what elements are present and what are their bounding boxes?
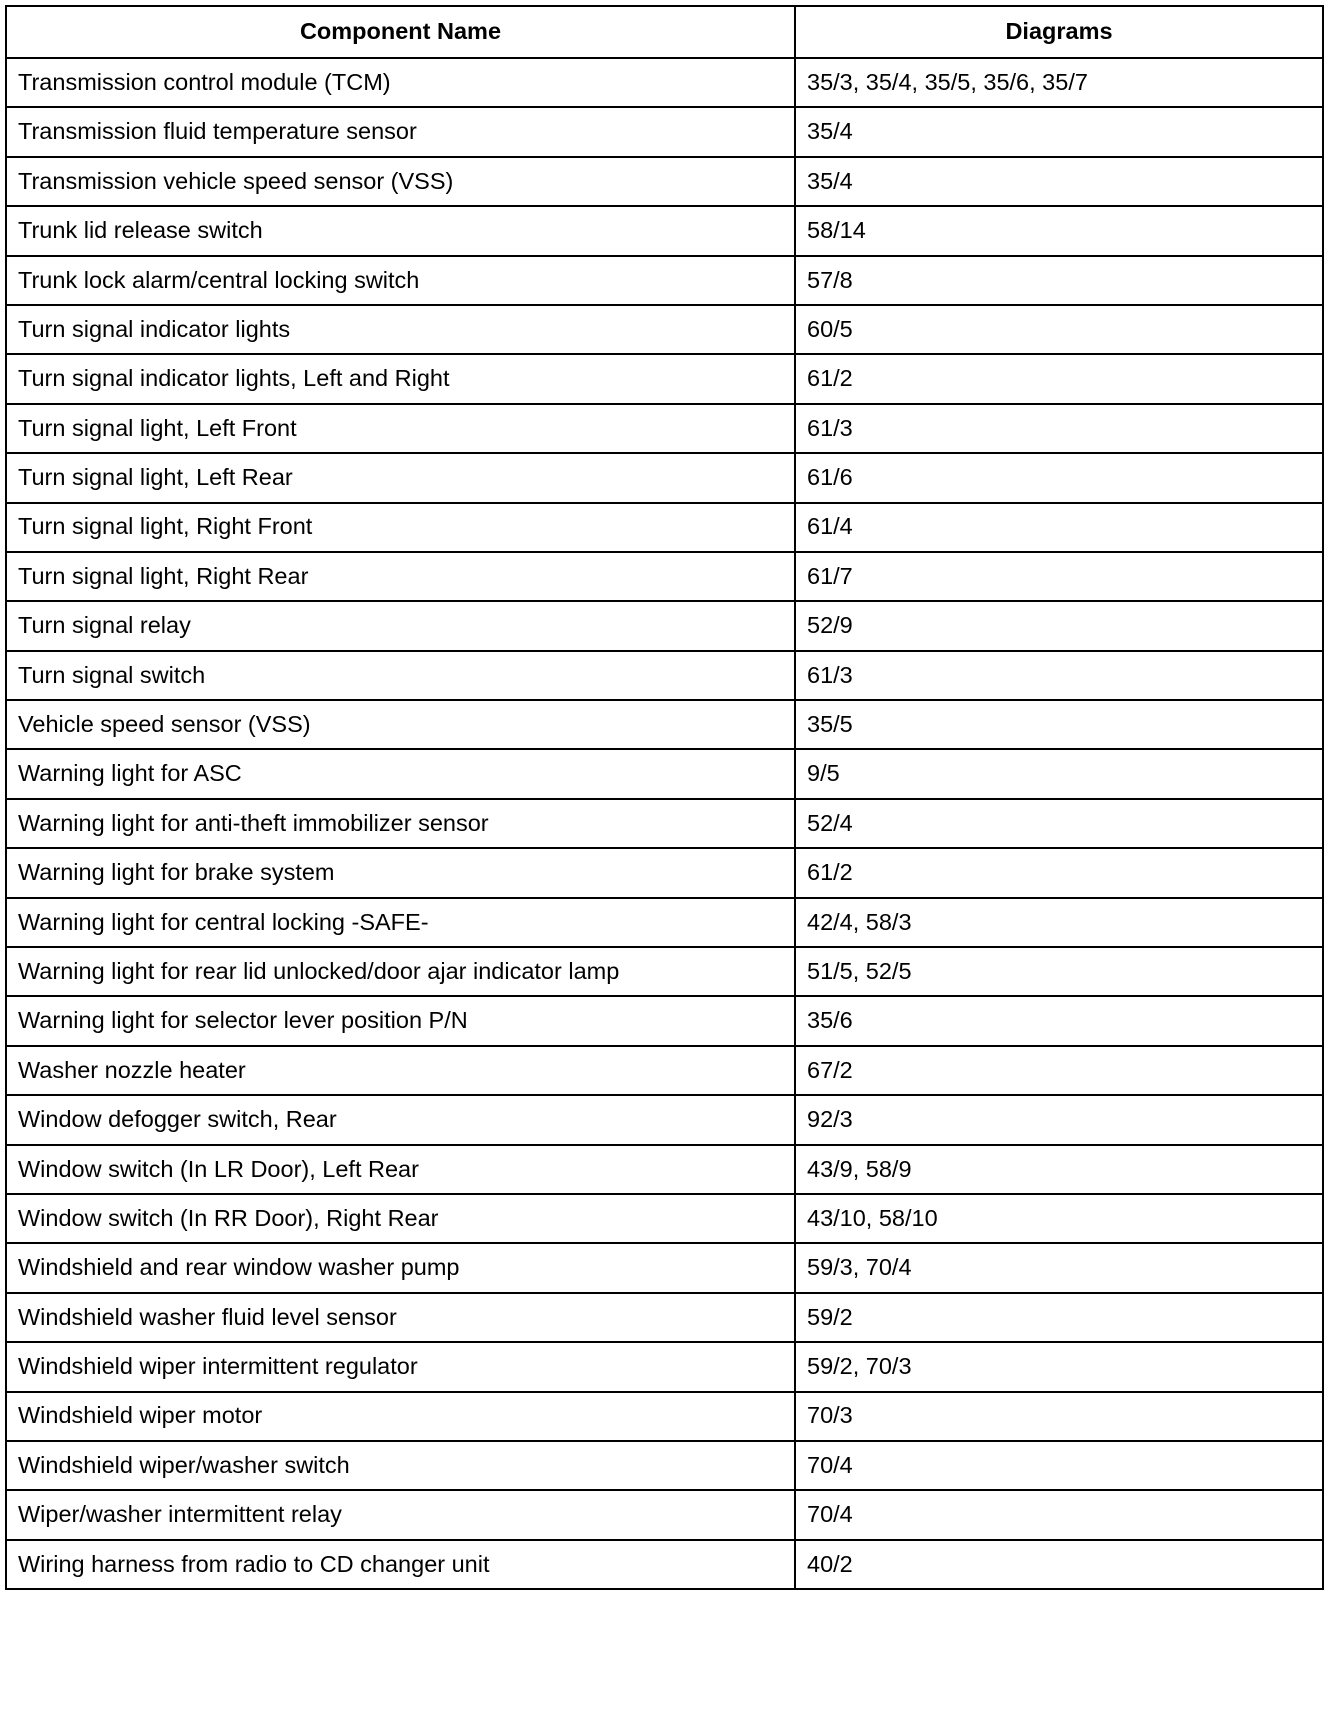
component-name-cell: Warning light for selector lever position P/N (6, 996, 795, 1045)
diagrams-cell: 59/3, 70/4 (795, 1243, 1323, 1292)
component-name-cell: Window switch (In RR Door), Right Rear (6, 1194, 795, 1243)
table-row (6, 206, 1323, 255)
diagrams-cell: 61/3 (795, 404, 1323, 453)
diagrams-cell: 43/10, 58/10 (795, 1194, 1323, 1243)
diagrams-cell: 52/9 (795, 601, 1323, 650)
table-row (6, 1145, 1323, 1194)
table-row (6, 58, 1323, 107)
component-name-cell: Warning light for ASC (6, 749, 795, 798)
table-row (6, 1243, 1323, 1292)
table-row (6, 503, 1323, 552)
table-row (6, 1293, 1323, 1342)
table-body (6, 58, 1323, 1589)
component-name-cell: Turn signal switch (6, 651, 795, 700)
component-name-cell: Wiring harness from radio to CD changer unit (6, 1540, 795, 1589)
table-row (6, 107, 1323, 156)
component-diagram-table (5, 5, 1324, 1590)
diagrams-cell: 35/5 (795, 700, 1323, 749)
table-row (6, 552, 1323, 601)
table-row (6, 848, 1323, 897)
table-row (6, 996, 1323, 1045)
component-name-cell: Turn signal light, Left Front (6, 404, 795, 453)
component-name-cell: Windshield washer fluid level sensor (6, 1293, 795, 1342)
column-header-diagrams: Diagrams (795, 6, 1323, 58)
diagrams-cell: 70/4 (795, 1441, 1323, 1490)
table-row (6, 453, 1323, 502)
component-name-cell: Windshield and rear window washer pump (6, 1243, 795, 1292)
table-row (6, 305, 1323, 354)
component-name-cell: Warning light for rear lid unlocked/door ajar indicator lamp (6, 947, 795, 996)
table-row (6, 799, 1323, 848)
component-name-cell: Window defogger switch, Rear (6, 1095, 795, 1144)
diagrams-cell: 35/6 (795, 996, 1323, 1045)
table-row (6, 157, 1323, 206)
table-row (6, 1490, 1323, 1539)
component-name-cell: Trunk lock alarm/central locking switch (6, 256, 795, 305)
table-row (6, 601, 1323, 650)
component-name-cell: Transmission vehicle speed sensor (VSS) (6, 157, 795, 206)
diagrams-cell: 51/5, 52/5 (795, 947, 1323, 996)
component-name-cell: Trunk lid release switch (6, 206, 795, 255)
component-name-cell: Windshield wiper/washer switch (6, 1441, 795, 1490)
component-name-cell: Turn signal relay (6, 601, 795, 650)
diagrams-cell: 61/7 (795, 552, 1323, 601)
component-name-cell: Windshield wiper intermittent regulator (6, 1342, 795, 1391)
component-name-cell: Warning light for central locking -SAFE- (6, 898, 795, 947)
component-name-cell: Warning light for anti-theft immobilizer sensor (6, 799, 795, 848)
diagrams-cell: 57/8 (795, 256, 1323, 305)
table-row (6, 749, 1323, 798)
diagrams-cell: 61/6 (795, 453, 1323, 502)
diagrams-cell: 70/3 (795, 1392, 1323, 1441)
table-header-row (6, 6, 1323, 58)
component-name-cell: Vehicle speed sensor (VSS) (6, 700, 795, 749)
component-name-cell: Windshield wiper motor (6, 1392, 795, 1441)
table-row (6, 1194, 1323, 1243)
diagrams-cell: 61/3 (795, 651, 1323, 700)
diagrams-cell: 40/2 (795, 1540, 1323, 1589)
component-name-cell: Window switch (In LR Door), Left Rear (6, 1145, 795, 1194)
diagrams-cell: 92/3 (795, 1095, 1323, 1144)
table-row (6, 1095, 1323, 1144)
table-row (6, 354, 1323, 403)
component-name-cell: Turn signal light, Right Rear (6, 552, 795, 601)
diagrams-cell: 59/2 (795, 1293, 1323, 1342)
table-row (6, 700, 1323, 749)
diagrams-cell: 59/2, 70/3 (795, 1342, 1323, 1391)
diagrams-cell: 9/5 (795, 749, 1323, 798)
diagrams-cell: 67/2 (795, 1046, 1323, 1095)
diagrams-cell: 60/5 (795, 305, 1323, 354)
table-row (6, 651, 1323, 700)
table-row (6, 898, 1323, 947)
diagrams-cell: 35/4 (795, 107, 1323, 156)
component-name-cell: Turn signal light, Left Rear (6, 453, 795, 502)
component-name-cell: Transmission fluid temperature sensor (6, 107, 795, 156)
table-row (6, 1441, 1323, 1490)
component-name-cell: Washer nozzle heater (6, 1046, 795, 1095)
component-name-cell: Warning light for brake system (6, 848, 795, 897)
table-row (6, 1046, 1323, 1095)
table-row (6, 1540, 1323, 1589)
diagrams-cell: 58/14 (795, 206, 1323, 255)
component-name-cell: Turn signal light, Right Front (6, 503, 795, 552)
diagrams-cell: 43/9, 58/9 (795, 1145, 1323, 1194)
diagrams-cell: 61/2 (795, 848, 1323, 897)
component-name-cell: Wiper/washer intermittent relay (6, 1490, 795, 1539)
table-row (6, 256, 1323, 305)
column-header-component-name: Component Name (6, 6, 795, 58)
table-row (6, 1342, 1323, 1391)
diagrams-cell: 61/2 (795, 354, 1323, 403)
diagrams-cell: 35/3, 35/4, 35/5, 35/6, 35/7 (795, 58, 1323, 107)
table-row (6, 947, 1323, 996)
diagrams-cell: 61/4 (795, 503, 1323, 552)
diagrams-cell: 52/4 (795, 799, 1323, 848)
table-row (6, 404, 1323, 453)
component-name-cell: Transmission control module (TCM) (6, 58, 795, 107)
table-row (6, 1392, 1323, 1441)
diagrams-cell: 35/4 (795, 157, 1323, 206)
diagrams-cell: 70/4 (795, 1490, 1323, 1539)
diagrams-cell: 42/4, 58/3 (795, 898, 1323, 947)
component-name-cell: Turn signal indicator lights (6, 305, 795, 354)
component-name-cell: Turn signal indicator lights, Left and Right (6, 354, 795, 403)
